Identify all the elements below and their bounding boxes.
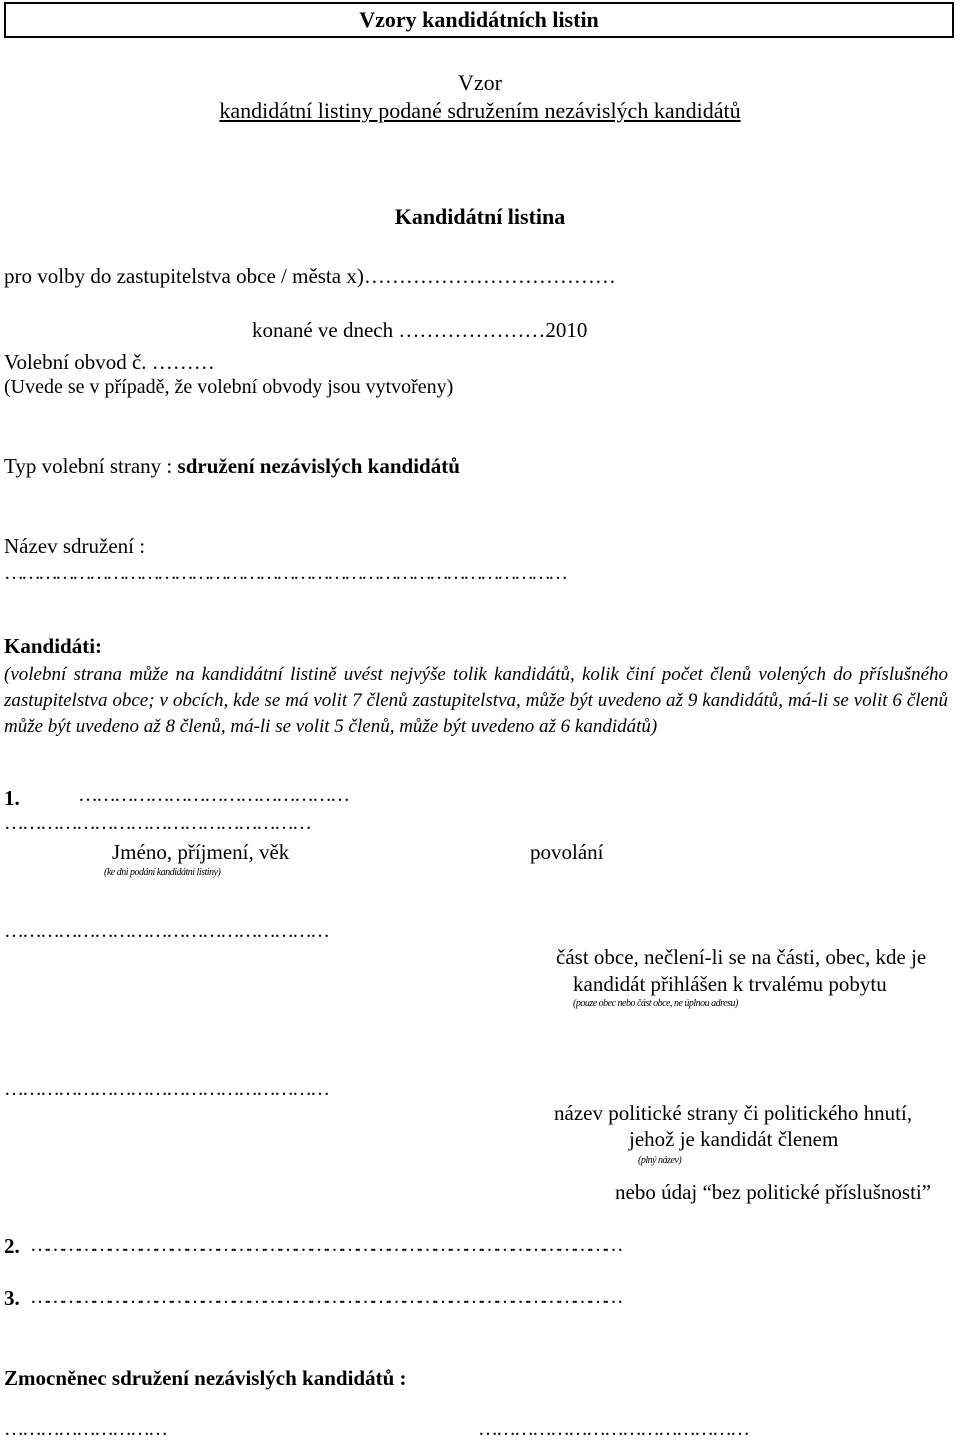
candidate-party-alt: nebo údaj “bez politické příslušnosti” bbox=[615, 1180, 932, 1204]
election-dates-line: konané ve dnech …………………2010 bbox=[252, 318, 588, 342]
candidate-address-note: (pouze obec nebo část obce, ne úplnou adresu) bbox=[573, 998, 738, 1009]
page-title: Vzory kandidátních listin bbox=[4, 2, 954, 38]
candidate-party-note: (plný název) bbox=[638, 1155, 682, 1166]
candidate-address-label-1: část obce, nečlení-li se na části, obec, kde je bbox=[556, 945, 927, 969]
candidate-name-label: Jméno, příjmení, věk bbox=[112, 840, 290, 864]
candidate-2-number: 2. bbox=[4, 1234, 20, 1258]
election-line: pro volby do zastupitelstva obce / města x)……………………………… bbox=[4, 264, 616, 288]
template-subtitle bbox=[0, 98, 960, 124]
candidate-occupation-label: povolání bbox=[530, 840, 604, 864]
candidate-1-number: 1. bbox=[4, 786, 20, 810]
association-name-label: Název sdružení : bbox=[4, 534, 146, 558]
candidate-address-label-2: kandidát přihlášen k trvalému pobytu bbox=[573, 972, 887, 996]
party-type-label: Typ volební strany : bbox=[4, 454, 178, 478]
district-line: Volební obvod č. ……… bbox=[4, 350, 215, 374]
candidate-1-dots: ……………………………………… bbox=[78, 784, 348, 806]
candidate-address-dots: ……………………………………………… bbox=[4, 920, 328, 942]
candidate-1-dots-2: …………………………………………… bbox=[4, 812, 310, 834]
template-subtitle-text: kandidátní listiny podané sdružením nezávislých kandidátů bbox=[219, 98, 741, 123]
representative-heading: Zmocněnec sdružení nezávislých kandidátů : bbox=[4, 1366, 407, 1390]
candidate-2-dots: …………………………………………………………………………………………………… bbox=[30, 1234, 619, 1256]
candidates-instructions: (volební strana může na kandidátní listině uvést nejvýše tolik kandidátů, kolik činí počet členů volených do příslušného zastupitelstva obce; v obcích, kde se má volit 7 členů zastupitelstva, může být uvedeno až 9 kandidátů, má-li se volit 6 členů může být uvedeno až 8 členů, má-li se volit 5 členů, může být uvedeno až 6 kandidátů) bbox=[4, 664, 948, 737]
candidate-3-dots: …………………………………………………………………………………………………… bbox=[30, 1286, 619, 1308]
template-label: Vzor bbox=[458, 70, 502, 95]
representative-dots-left: ……………………… bbox=[4, 1418, 166, 1440]
party-type-line bbox=[4, 454, 460, 479]
candidate-3-number: 3. bbox=[4, 1286, 20, 1310]
association-name-dots: ……………………………………………………………………………………… bbox=[4, 562, 565, 584]
candidates-heading: Kandidáti: bbox=[4, 634, 103, 658]
candidate-party-dots: ……………………………………………… bbox=[4, 1078, 328, 1100]
candidate-party-label-2: jehož je kandidát členem bbox=[629, 1127, 839, 1151]
representative-dots-right: ……………………………………… bbox=[478, 1418, 748, 1440]
candidate-name-note: (ke dni podání kandidátní listiny) bbox=[104, 867, 221, 878]
district-note: (Uvede se v případě, že volební obvody jsou vytvořeny) bbox=[4, 376, 454, 398]
candidate-party-label-1: název politické strany či politického hnutí, bbox=[554, 1101, 913, 1125]
party-type-value: sdružení nezávislých kandidátů bbox=[177, 454, 460, 478]
form-heading: Kandidátní listina bbox=[394, 204, 566, 229]
